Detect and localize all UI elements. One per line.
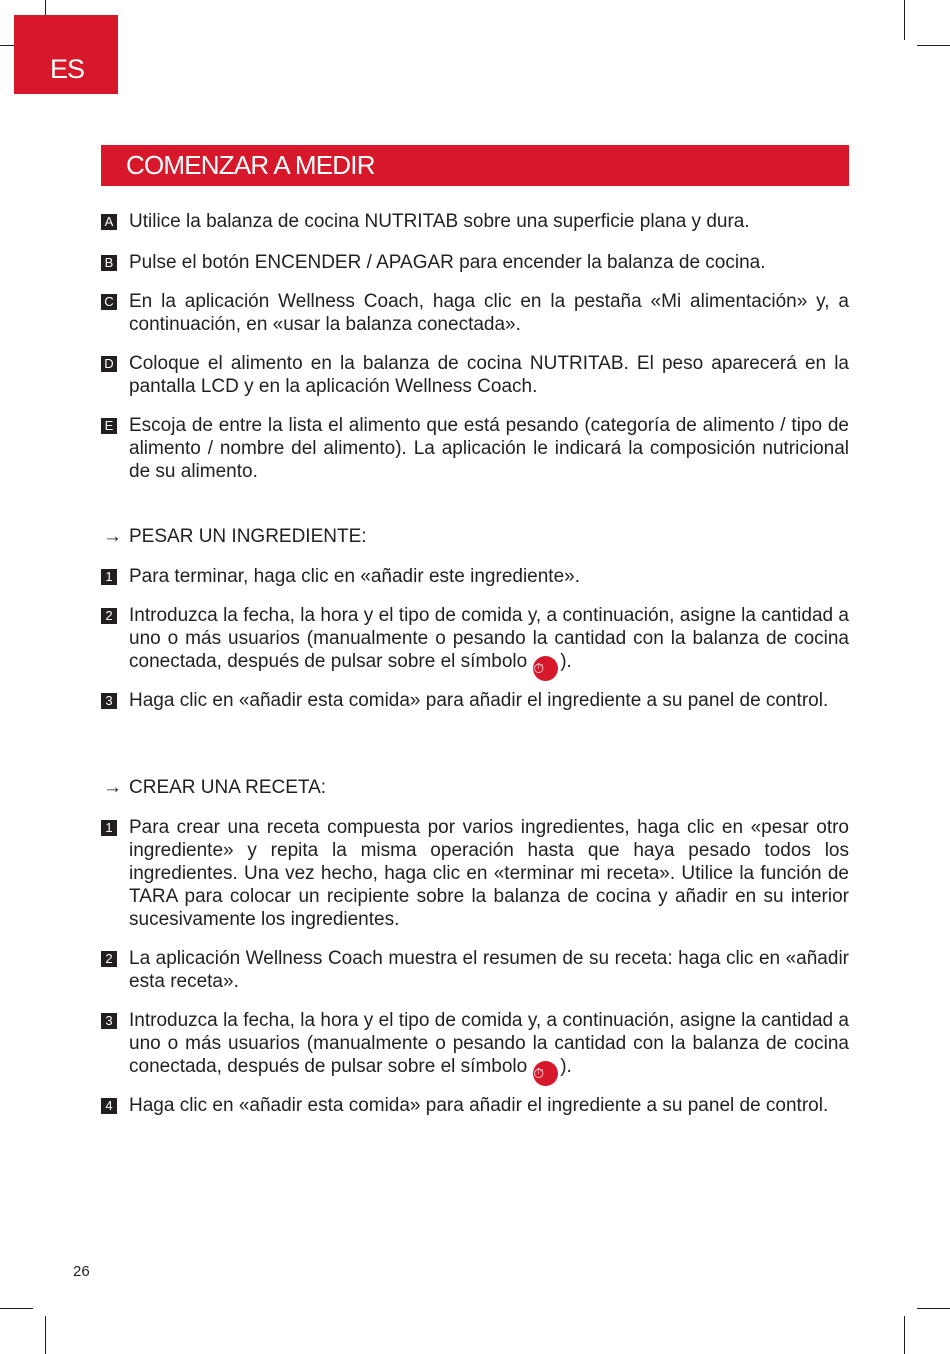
arrow-icon: →: [103, 777, 122, 798]
step-marker: D: [101, 356, 117, 372]
step-marker: 2: [101, 951, 117, 967]
step-text: Coloque el alimento en la balanza de cocina NUTRITAB. El peso aparecerá en la pantalla LCD y en la aplicación Wellness Coach.: [129, 353, 849, 397]
crop-mark: [904, 1316, 905, 1354]
weigh-step-1: [101, 565, 849, 588]
step-text: Haga clic en «añadir esta comida» para añadir el ingrediente a su panel de control.: [129, 690, 829, 711]
arrow-icon: →: [103, 526, 122, 547]
step-text: Para crear una receta compuesta por varios ingredientes, haga clic en «pesar otro ingrediente» y repita la misma operación hasta que haya pesado todos los ingredientes. Una vez hecho, haga clic en «terminar mi receta». Utilice la función de TARA para colocar un recipiente sobre la balanza de cocina y añadir en su interior sucesivamente los ingredientes.: [129, 817, 849, 930]
crop-mark: [904, 0, 905, 40]
step-marker: 3: [101, 693, 117, 709]
section-title: COMENZAR A MEDIR: [101, 145, 849, 186]
weigh-heading-text: PESAR UN INGREDIENTE:: [129, 526, 367, 547]
step-e: [101, 414, 849, 483]
step-a: [101, 210, 849, 233]
step-text: Para terminar, haga clic en «añadir este ingrediente».: [129, 566, 580, 587]
step-text: [129, 1009, 849, 1086]
step-text: Pulse el botón ENCENDER / APAGAR para encender la balanza de cocina.: [129, 252, 766, 273]
step-marker: B: [101, 255, 117, 271]
step-marker: 1: [101, 820, 117, 836]
recipe-step-4: [101, 1094, 849, 1117]
step-c: [101, 290, 849, 336]
step-marker: C: [101, 294, 117, 310]
kitchen-scale-icon: ⏱: [533, 1061, 558, 1086]
weigh-heading: [103, 525, 367, 548]
step-marker: E: [101, 418, 117, 434]
step-marker: 4: [101, 1098, 117, 1114]
recipe-heading: [103, 776, 326, 799]
step-text-main: Introduzca la fecha, la hora y el tipo de comida y, a continuación, asigne la cantidad a uno o más usuarios (manualmente o pesando la cantidad con la balanza de cocina conectada, después de pulsar sobre el símbolo: [129, 1010, 849, 1077]
crop-mark: [917, 1308, 950, 1309]
step-marker: A: [101, 214, 117, 230]
step-text: Utilice la balanza de cocina NUTRITAB sobre una superficie plana y dura.: [129, 211, 750, 232]
step-b: [101, 251, 849, 274]
language-tab: ES: [14, 15, 118, 94]
page-number: 26: [73, 1263, 90, 1280]
step-text-main: Introduzca la fecha, la hora y el tipo de comida y, a continuación, asigne la cantidad a uno o más usuarios (manualmente o pesando la cantidad con la balanza de cocina conectada, después de pulsar sobre el símbolo: [129, 605, 849, 672]
kitchen-scale-icon: ⏱: [533, 656, 558, 681]
step-text-end: ).: [560, 1056, 572, 1077]
step-text: En la aplicación Wellness Coach, haga clic en la pestaña «Mi alimentación» y, a continuación, en «usar la balanza conectada».: [129, 291, 849, 335]
crop-mark: [45, 1316, 46, 1354]
recipe-step-1: [101, 816, 849, 931]
recipe-step-2: [101, 947, 849, 993]
weigh-step-2: [101, 604, 849, 681]
step-text: Haga clic en «añadir esta comida» para añadir el ingrediente a su panel de control.: [129, 1095, 829, 1116]
recipe-heading-text: CREAR UNA RECETA:: [129, 777, 327, 798]
weigh-step-3: [101, 689, 849, 712]
step-d: [101, 352, 849, 398]
crop-mark: [0, 1308, 33, 1309]
step-marker: 2: [101, 608, 117, 624]
step-text-end: ).: [560, 651, 572, 672]
crop-mark: [917, 45, 950, 46]
step-marker: 3: [101, 1013, 117, 1029]
recipe-step-3: [101, 1009, 849, 1086]
step-text: [129, 604, 849, 681]
step-text: La aplicación Wellness Coach muestra el resumen de su receta: haga clic en «añadir esta receta».: [129, 948, 849, 992]
step-text: Escoja de entre la lista el alimento que está pesando (categoría de alimento / tipo de alimento / nombre del alimento). La aplicación le indicará la composición nutricional de su alimento.: [129, 415, 849, 482]
step-marker: 1: [101, 569, 117, 585]
